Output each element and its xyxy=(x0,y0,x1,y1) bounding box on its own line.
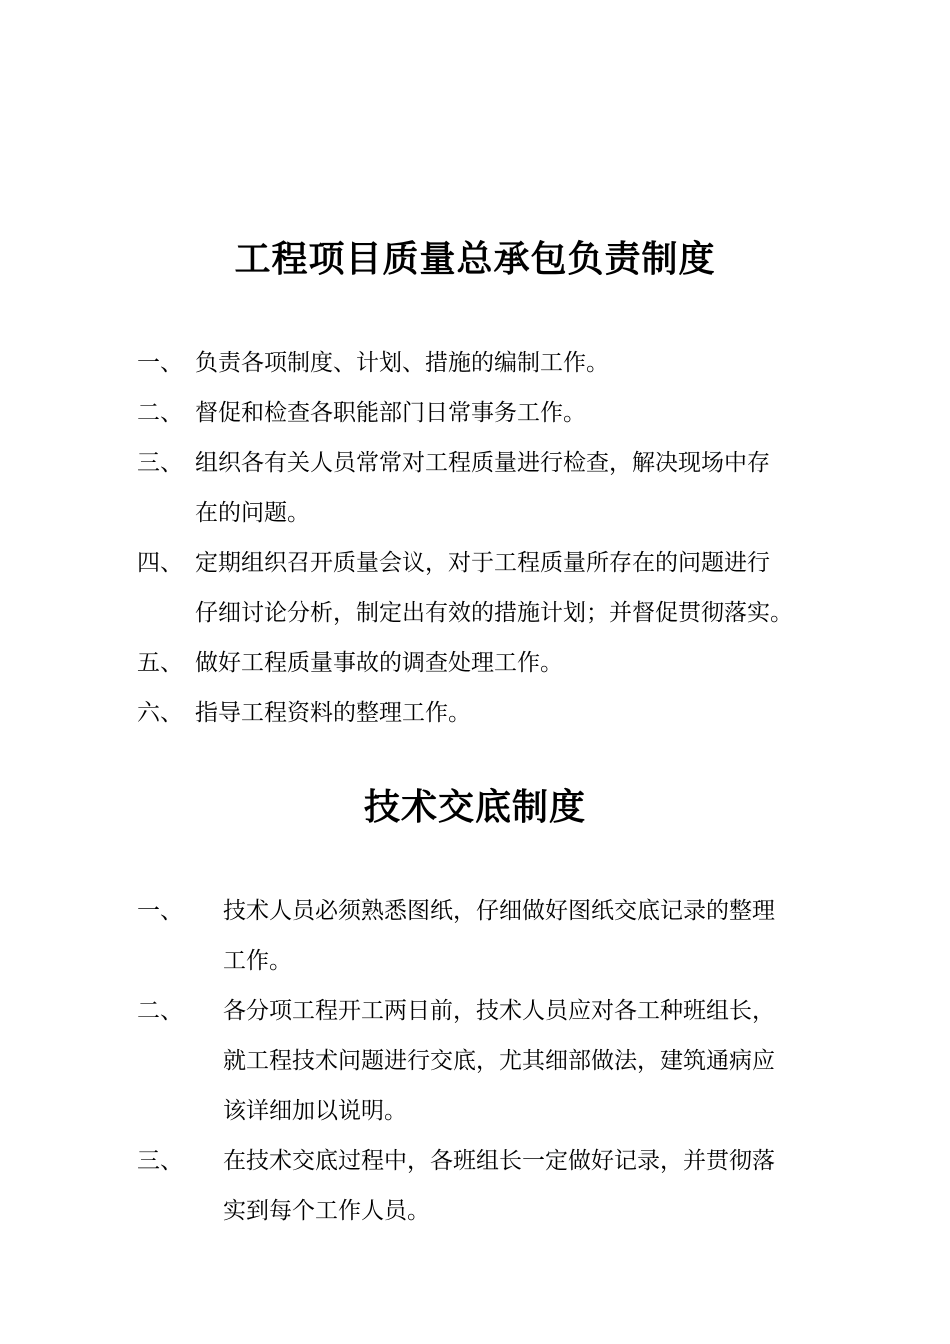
quality-responsibility-list xyxy=(0,338,950,738)
section-title-quality-responsibility: 工程项目质量总承包负责制度 xyxy=(234,239,716,280)
item-number: 四、 xyxy=(137,550,183,576)
item-number: 六、 xyxy=(137,700,183,726)
item-text-continuation: 实到每个工作人员。 xyxy=(223,1198,430,1224)
list-item xyxy=(0,886,950,986)
item-number: 二、 xyxy=(137,400,183,426)
item-text: 负责各项制度、计划、措施的编制工作。 xyxy=(195,350,609,376)
item-text: 做好工程质量事故的调查处理工作。 xyxy=(195,650,563,676)
item-text: 在技术交底过程中，各班组长一定做好记录，并贯彻落 xyxy=(223,1148,775,1174)
item-text: 组织各有关人员常常对工程质量进行检查，解决现场中存 xyxy=(195,450,770,476)
section-title-technical-disclosure: 技术交底制度 xyxy=(363,787,586,828)
list-item xyxy=(0,986,950,1136)
item-number: 三、 xyxy=(137,450,183,476)
list-item xyxy=(0,338,950,388)
item-text: 指导工程资料的整理工作。 xyxy=(195,700,471,726)
item-text-continuation: 该详细加以说明。 xyxy=(223,1098,407,1124)
list-item xyxy=(0,1136,950,1236)
item-text: 技术人员必须熟悉图纸，仔细做好图纸交底记录的整理 xyxy=(223,898,775,924)
item-text-continuation: 仔细讨论分析，制定出有效的措施计划；并督促贯彻落实。 xyxy=(195,600,793,626)
list-item xyxy=(0,688,950,738)
item-text: 各分项工程开工两日前，技术人员应对各工种班组长， xyxy=(223,998,775,1024)
item-text-continuation: 就工程技术问题进行交底，尤其细部做法，建筑通病应 xyxy=(223,1048,775,1074)
item-number: 三、 xyxy=(137,1148,183,1174)
item-number: 一、 xyxy=(137,350,183,376)
item-number: 二、 xyxy=(137,998,183,1024)
list-item xyxy=(0,538,950,638)
item-number: 一、 xyxy=(137,898,183,924)
list-item xyxy=(0,638,950,688)
item-number: 五、 xyxy=(137,650,183,676)
list-item xyxy=(0,388,950,438)
item-text: 督促和检查各职能部门日常事务工作。 xyxy=(195,400,586,426)
item-text-continuation: 在的问题。 xyxy=(195,500,310,526)
list-item xyxy=(0,438,950,538)
item-text: 定期组织召开质量会议，对于工程质量所存在的问题进行 xyxy=(195,550,770,576)
technical-disclosure-list xyxy=(0,886,950,1236)
item-text-continuation: 工作。 xyxy=(223,948,292,974)
